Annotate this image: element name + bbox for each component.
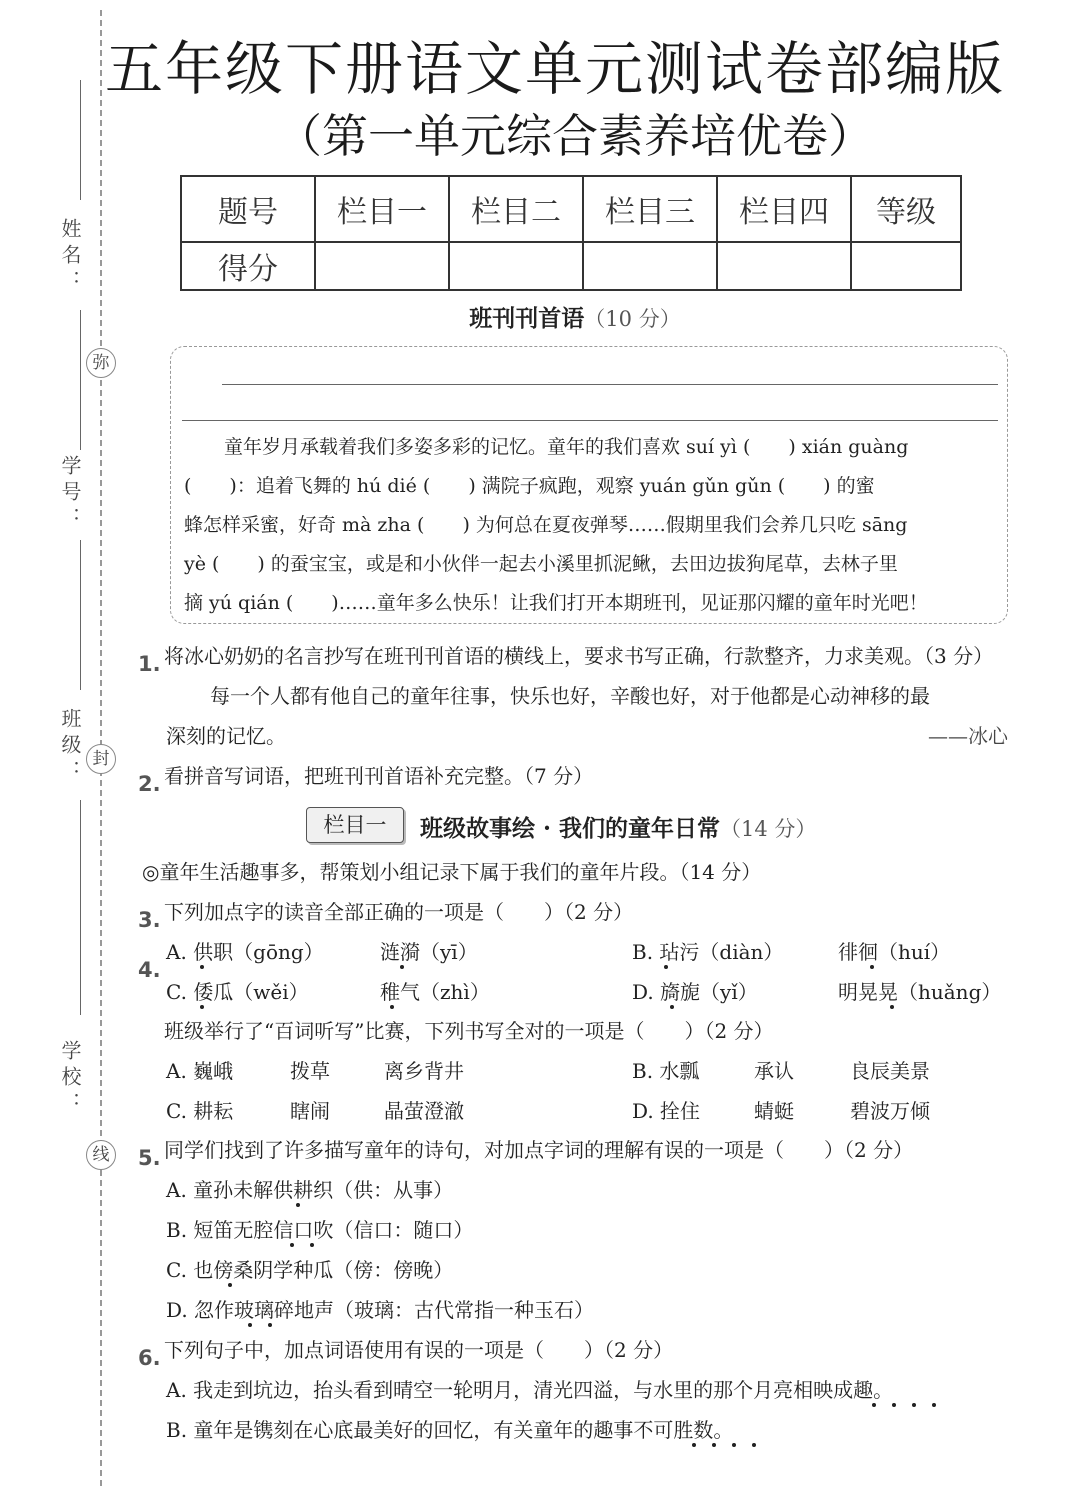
q4-option: 离乡背井 <box>384 1059 464 1083</box>
score-header-cell: 题号 <box>181 176 315 242</box>
school-label: 学校： <box>58 1040 82 1118</box>
score-header-cell: 等级 <box>851 176 961 242</box>
section-intro: ◎童年生活趣事多，帮策划小组记录下属于我们的童年片段。（14 分） <box>142 860 762 884</box>
class-label: 班级： <box>58 708 82 786</box>
school-write-line[interactable] <box>80 800 81 1015</box>
emphasis-dot <box>932 1403 936 1407</box>
emphasis-dot <box>892 1403 896 1407</box>
score-cell[interactable] <box>583 242 717 290</box>
foreword-paragraph <box>184 428 1000 623</box>
q1-text: 将冰心奶奶的名言抄写在班刊刊首语的横线上，要求书写正确，行款整齐，力求美观。（3 分） <box>164 644 994 668</box>
q4-option: D. 拴住 <box>632 1099 701 1123</box>
class-write-line[interactable] <box>80 540 81 690</box>
foreword-line: 童年岁月承载着我们多姿多彩的记忆。童年的我们喜欢 suí yì ( ) xián guàng <box>224 436 909 458</box>
q4-option: B. 水瓢 <box>632 1059 700 1083</box>
q1-author: ——冰心 <box>928 724 1008 748</box>
q6-text: 下列句子中，加点词语使用有误的一项是（ ）（2 分） <box>164 1338 674 1362</box>
q1-quote-line1: 每一个人都有他自己的童年往事，快乐也好，辛酸也好，对于他都是心动神移的最 <box>210 684 930 708</box>
score-header-cell: 栏目三 <box>583 176 717 242</box>
page-title: 五年级下册语文单元测试卷部编版 <box>104 35 1005 103</box>
section-heading <box>420 810 816 843</box>
emphasis-dot <box>912 1403 916 1407</box>
q4-option: 拨草 <box>290 1059 330 1083</box>
q2-text: 看拼音写词语，把班刊刊首语补充完整。（7 分） <box>164 764 594 788</box>
score-header-cell: 栏目二 <box>449 176 583 242</box>
q4-option: C. 耕耘 <box>166 1099 234 1123</box>
binding-mark-feng: 封 <box>86 744 116 774</box>
q3-text: 下列加点字的读音全部正确的一项是（ ）（2 分） <box>164 900 634 924</box>
copy-write-line-1[interactable] <box>222 384 998 385</box>
emphasis-dot <box>248 1323 252 1327</box>
q4-text: 班级举行了“百词听写”比赛，下列书写全对的一项是（ ）（2 分） <box>164 1019 774 1043</box>
emphasis-dot <box>296 1203 300 1207</box>
section-title: 班级故事绘 · 我们的童年日常 <box>420 815 721 842</box>
emphasis-dot <box>290 1243 294 1247</box>
page-subtitle: （第一单元综合素养培优卷） <box>276 109 874 163</box>
emphasis-dot <box>390 1005 394 1009</box>
emphasis-dot <box>200 1005 204 1009</box>
q4-option: 承认 <box>754 1059 794 1083</box>
foreword-line: yè ( ) 的蚕宝宝，或是和小伙伴一起去小溪里抓泥鳅，去田边拔狗尾草，去林子里 <box>184 553 898 575</box>
score-header-cell: 栏目一 <box>315 176 449 242</box>
q3-option: 明晃晃（huǎng） <box>838 980 1002 1004</box>
emphasis-dot <box>870 965 874 969</box>
score-row-label: 得分 <box>181 242 315 290</box>
q4-option: A. 巍峨 <box>166 1059 234 1083</box>
score-cell[interactable] <box>315 242 449 290</box>
question-number: 4. <box>138 958 161 982</box>
q3-option: D. 旖旎（yǐ） <box>632 980 758 1004</box>
score-cell[interactable] <box>851 242 961 290</box>
q5-text: 同学们找到了许多描写童年的诗句，对加点字词的理解有误的一项是（ ）（2 分） <box>164 1138 914 1162</box>
q3-option: B. 玷污（diàn） <box>632 940 784 964</box>
foreword-line: ( )：追着飞舞的 hú dié ( ) 满院子疯跑，观察 yuán gǔn gǔn ( ) 的蜜 <box>184 475 875 497</box>
emphasis-dot <box>268 1323 272 1327</box>
emphasis-dot <box>310 1243 314 1247</box>
q1-quote-line2: 深刻的记忆。 <box>166 724 286 748</box>
emphasis-dot <box>670 1005 674 1009</box>
emphasis-dot <box>890 1005 894 1009</box>
q6-option: B. 童年是镌刻在心底最美好的回忆，有关童年的趣事不可胜数。 <box>166 1418 734 1442</box>
q6-option: A. 我走到坑边，抬头看到晴空一轮明月，清光四溢，与水里的那个月亮相映成趣。 <box>166 1378 894 1402</box>
q4-option: 蜻蜓 <box>754 1099 794 1123</box>
q4-option: 碧波万倾 <box>850 1099 930 1123</box>
question-number: 5. <box>138 1146 161 1170</box>
q3-option: 徘徊（huí） <box>838 940 951 964</box>
question-number: 1. <box>138 652 161 676</box>
q3-option: A. 供职（gōng） <box>166 940 324 964</box>
q4-option: 瞎闹 <box>290 1099 330 1123</box>
section-tag: 栏目一 <box>306 807 404 843</box>
q3-option: 稚气（zhì） <box>380 980 490 1004</box>
q5-option: B. 短笛无腔信口吹（信口：随口） <box>166 1218 474 1242</box>
score-cell[interactable] <box>717 242 851 290</box>
emphasis-dot <box>200 965 204 969</box>
q4-option: 良辰美景 <box>850 1059 930 1083</box>
binding-mark-mi: 弥 <box>86 348 116 378</box>
q5-option: D. 忽作玻璃碎地声（玻璃：古代常指一种玉石） <box>166 1298 595 1322</box>
copy-write-line-2[interactable] <box>182 420 998 421</box>
score-table <box>180 175 962 291</box>
score-header-cell: 栏目四 <box>717 176 851 242</box>
name-label: 姓名： <box>58 218 82 296</box>
emphasis-dot <box>712 1443 716 1447</box>
emphasis-dot <box>400 965 404 969</box>
section-score: （14 分） <box>720 817 817 841</box>
foreword-line: 摘 yú qián ( )……童年多么快乐！让我们打开本期班刊，见证那闪耀的童年时光吧！ <box>184 592 928 614</box>
emphasis-dot <box>692 1443 696 1447</box>
emphasis-dot <box>228 1283 232 1287</box>
emphasis-dot <box>752 1443 756 1447</box>
number-label: 学号： <box>58 455 82 533</box>
q5-option: C. 也傍桑阴学种瓜（傍：傍晚） <box>166 1258 454 1282</box>
binding-mark-xian: 线 <box>86 1140 116 1170</box>
q3-option: C. 倭瓜（wěi） <box>166 980 309 1004</box>
emphasis-dot <box>664 965 668 969</box>
q3-option: 涟漪（yī） <box>380 940 478 964</box>
emphasis-dot <box>732 1443 736 1447</box>
emphasis-dot <box>872 1403 876 1407</box>
foreword-heading <box>0 300 1080 333</box>
question-number: 2. <box>138 772 161 796</box>
foreword-title: 班刊刊首语 <box>469 305 585 332</box>
q4-option: 晶萤澄澈 <box>384 1099 464 1123</box>
foreword-score: （10 分） <box>584 307 681 331</box>
question-number: 3. <box>138 908 161 932</box>
q5-option: A. 童孙未解供耕织（供：从事） <box>166 1178 454 1202</box>
score-cell[interactable] <box>449 242 583 290</box>
question-number: 6. <box>138 1346 161 1370</box>
foreword-line: 蜂怎样采蜜，好奇 mà zha ( ) 为何总在夏夜弹琴……假期里我们会养几只吃 sāng <box>184 514 908 536</box>
